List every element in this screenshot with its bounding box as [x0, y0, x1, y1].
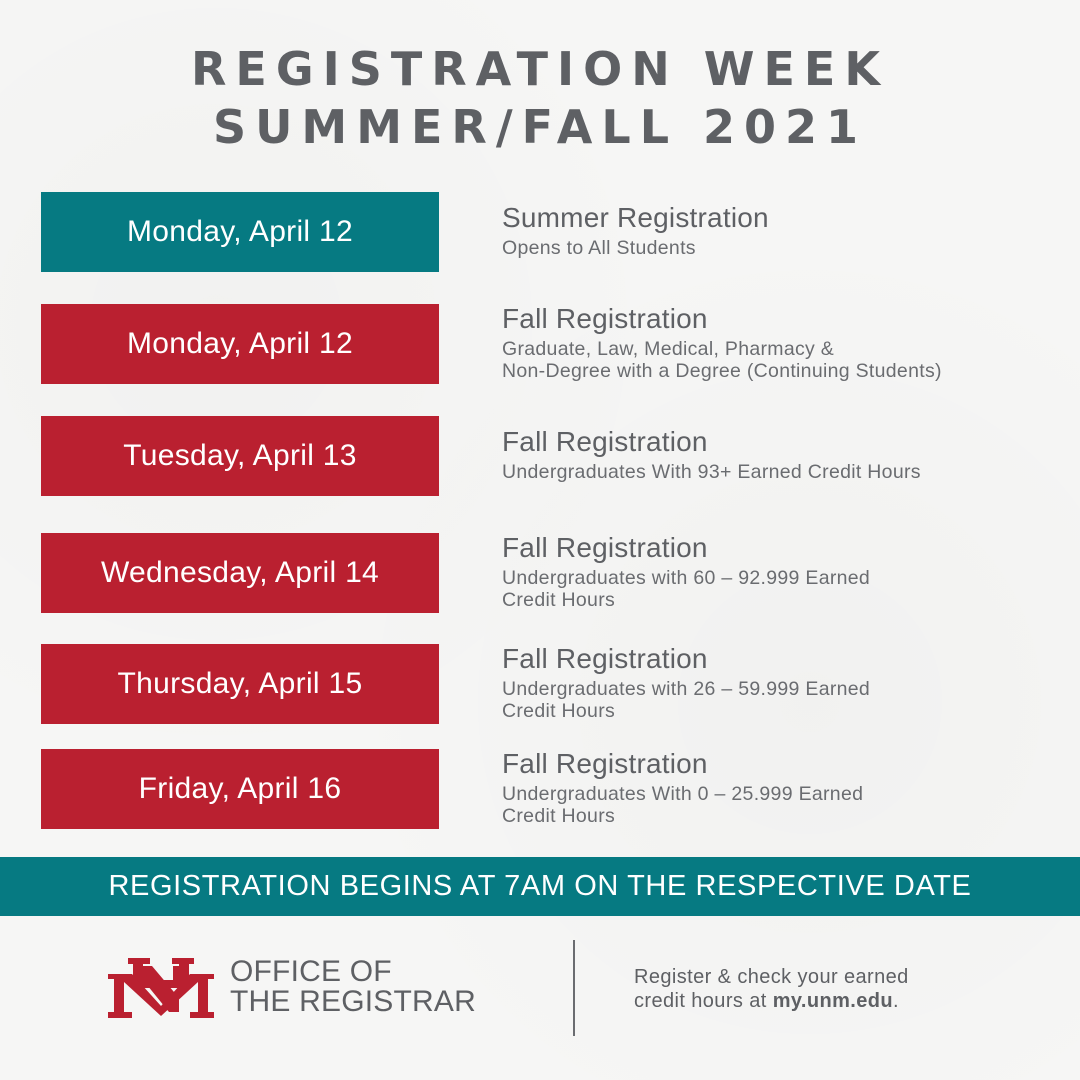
- event-desc-line2: Credit Hours: [502, 805, 616, 827]
- cta-line1: Register & check your earned: [634, 966, 909, 988]
- event-fall-93: [502, 426, 1062, 483]
- page-title-line1: REGISTRATION WEEK: [190, 42, 889, 96]
- event-desc-line2: Non-Degree with a Degree (Continuing Students): [502, 360, 942, 382]
- office-line2: THE REGISTRAR: [230, 985, 476, 1018]
- event-desc-line1: Undergraduates with 26 – 59.999 Earned: [502, 678, 871, 700]
- event-desc-line2: Credit Hours: [502, 700, 616, 722]
- event-title: Fall Registration: [502, 748, 708, 779]
- event-description: [502, 461, 1062, 483]
- date-box-fall-93: Tuesday, April 13: [41, 416, 439, 496]
- event-title: Summer Registration: [502, 202, 769, 233]
- date-box-fall-0: Friday, April 16: [41, 749, 439, 829]
- my-unm-link[interactable]: my.unm.edu: [772, 990, 893, 1012]
- unm-logo-icon: [108, 956, 214, 1020]
- event-title: Fall Registration: [502, 643, 708, 674]
- page-title-line2: SUMMER/FALL 2021: [212, 100, 868, 154]
- cta-suffix: .: [893, 990, 899, 1012]
- cta-line2-prefix: credit hours at: [634, 990, 773, 1012]
- event-title: Fall Registration: [502, 303, 708, 334]
- cta-line2: [634, 989, 909, 1013]
- event-fall-26: [502, 643, 1062, 722]
- date-box-fall-26: Thursday, April 15: [41, 644, 439, 724]
- registration-time-banner: REGISTRATION BEGINS AT 7AM ON THE RESPECTIVE DATE: [0, 857, 1080, 916]
- date-box-fall-grad: Monday, April 12: [41, 304, 439, 384]
- event-fall-0: [502, 748, 1062, 827]
- event-description: [502, 338, 1062, 382]
- event-fall-60: [502, 532, 1062, 611]
- date-box-fall-60: Wednesday, April 14: [41, 533, 439, 613]
- event-desc-line1: Undergraduates with 60 – 92.999 Earned: [502, 567, 871, 589]
- register-cta: [634, 965, 909, 1013]
- event-title: Fall Registration: [502, 426, 708, 457]
- event-title: Fall Registration: [502, 532, 708, 563]
- event-description: [502, 237, 1062, 259]
- event-summer: [502, 202, 1062, 259]
- event-desc-line1: Graduate, Law, Medical, Pharmacy &: [502, 338, 835, 360]
- event-description: [502, 678, 1062, 722]
- event-description: [502, 567, 1062, 611]
- event-description: [502, 783, 1062, 827]
- event-fall-grad: [502, 303, 1062, 382]
- date-box-summer: Monday, April 12: [41, 192, 439, 272]
- event-desc-line1: Undergraduates With 93+ Earned Credit Hours: [502, 461, 921, 483]
- event-desc-line1: Undergraduates With 0 – 25.999 Earned: [502, 783, 864, 805]
- footer-divider: [573, 940, 575, 1036]
- event-desc-line1: Opens to All Students: [502, 237, 696, 259]
- event-desc-line2: Credit Hours: [502, 589, 616, 611]
- office-of-registrar-label: [230, 957, 476, 1017]
- office-line1: OFFICE OF: [230, 955, 392, 988]
